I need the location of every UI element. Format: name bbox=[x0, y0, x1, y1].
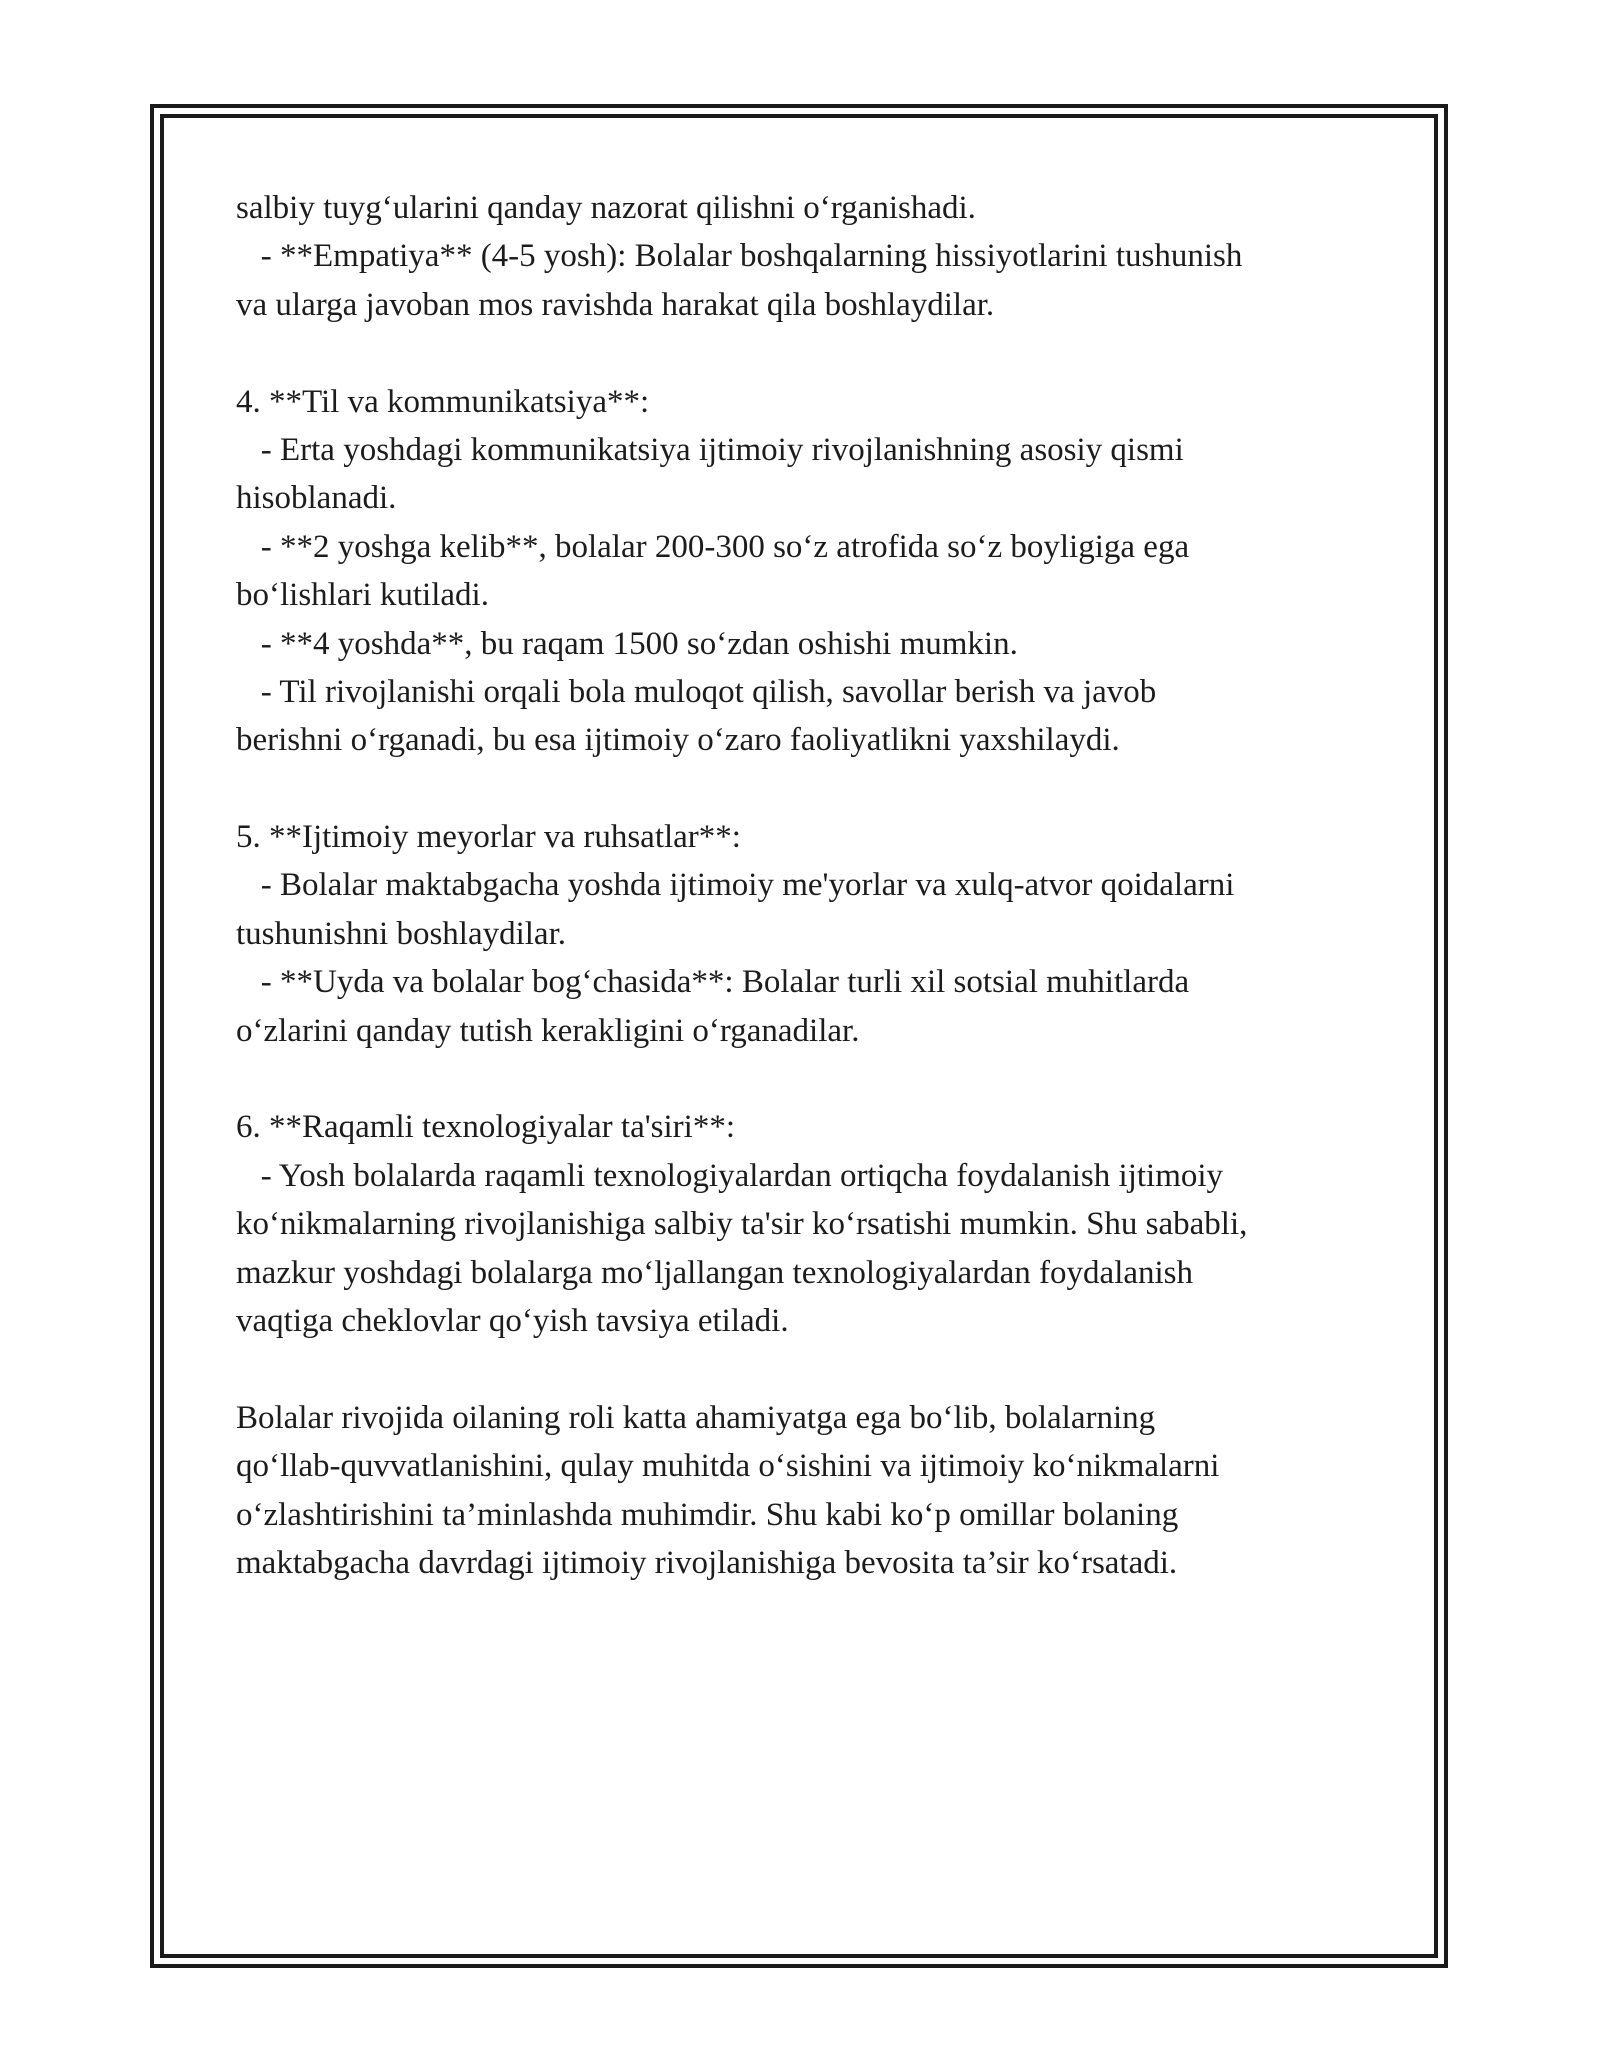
document-body bbox=[236, 184, 1396, 1587]
paragraph-spacer bbox=[236, 1345, 1396, 1393]
text-line: tushunishni boshlaydilar. bbox=[236, 915, 566, 952]
text-line: o‘zlashtirishini ta’minlashda muhimdir. Shu kabi ko‘p omillar bolaning bbox=[236, 1496, 1179, 1533]
text-line: - **Uyda va bolalar bog‘chasida**: Bolalar turli xil sotsial muhitlarda bbox=[236, 964, 1190, 1001]
paragraph-spacer bbox=[236, 329, 1396, 377]
paragraph-conclusion bbox=[236, 1394, 1396, 1588]
text-line: - Yosh bolalarda raqamli texnologiyalardan ortiqcha foydalanish ijtimoiy bbox=[236, 1157, 1224, 1194]
paragraph-spacer bbox=[236, 765, 1396, 813]
text-line: berishni o‘rganadi, bu esa ijtimoiy o‘zaro faoliyatlikni yaxshilaydi. bbox=[236, 722, 1120, 759]
text-line: - **Empatiya** (4-5 yosh): Bolalar boshqalarning hissiyotlarini tushunish bbox=[236, 238, 1243, 275]
text-line: va ularga javoban mos ravishda harakat qila boshlaydilar. bbox=[236, 286, 995, 323]
paragraph-intro-continuation bbox=[236, 184, 1396, 329]
text-line: salbiy tuyg‘ularini qanday nazorat qilishni o‘rganishadi. bbox=[236, 190, 976, 226]
text-line: maktabgacha davrdagi ijtimoiy rivojlanishiga bevosita ta’sir ko‘rsatadi. bbox=[236, 1544, 1178, 1581]
text-line: - Bolalar maktabgacha yoshda ijtimoiy me'yorlar va xulq-atvor qoidalarni bbox=[236, 867, 1235, 904]
text-line: mazkur yoshdagi bolalarga mo‘ljallangan texnologiyalardan foydalanish bbox=[236, 1254, 1194, 1291]
text-line: o‘zlarini qanday tutish kerakligini o‘rganadilar. bbox=[236, 1012, 860, 1049]
section-heading: 5. **Ijtimoiy meyorlar va ruhsatlar**: bbox=[236, 819, 741, 856]
text-line: bo‘lishlari kutiladi. bbox=[236, 577, 489, 614]
text-line: - Erta yoshdagi kommunikatsiya ijtimoiy rivojlanishning asosiy qismi bbox=[236, 431, 1184, 468]
section-6-raqamli-texnologiyalar bbox=[236, 1103, 1396, 1345]
text-line: vaqtiga cheklovlar qo‘yish tavsiya etiladi. bbox=[236, 1302, 789, 1339]
text-line: Bolalar rivojida oilaning roli katta ahamiyatga ega bo‘lib, bolalarning bbox=[236, 1399, 1156, 1436]
section-4-til-va-kommunikatsiya bbox=[236, 378, 1396, 765]
text-line: qo‘llab-quvvatlanishini, qulay muhitda o‘sishini va ijtimoiy ko‘nikmalarni bbox=[236, 1448, 1220, 1485]
section-5-ijtimoiy-meyorlar bbox=[236, 813, 1396, 1055]
section-heading: 6. **Raqamli texnologiyalar ta'siri**: bbox=[236, 1109, 736, 1146]
section-heading: 4. **Til va kommunikatsiya**: bbox=[236, 383, 650, 420]
paragraph-spacer bbox=[236, 1055, 1396, 1103]
text-line: ko‘nikmalarning rivojlanishiga salbiy ta'sir ko‘rsatishi mumkin. Shu sababli, bbox=[236, 1206, 1248, 1243]
text-line: hisoblanadi. bbox=[236, 480, 397, 517]
text-line: - Til rivojlanishi orqali bola muloqot qilish, savollar berish va javob bbox=[236, 673, 1157, 710]
text-line: - **4 yoshda**, bu raqam 1500 so‘zdan oshishi mumkin. bbox=[236, 625, 1018, 662]
text-line: - **2 yoshga kelib**, bolalar 200-300 so‘z atrofida so‘z boyligiga ega bbox=[236, 528, 1190, 565]
